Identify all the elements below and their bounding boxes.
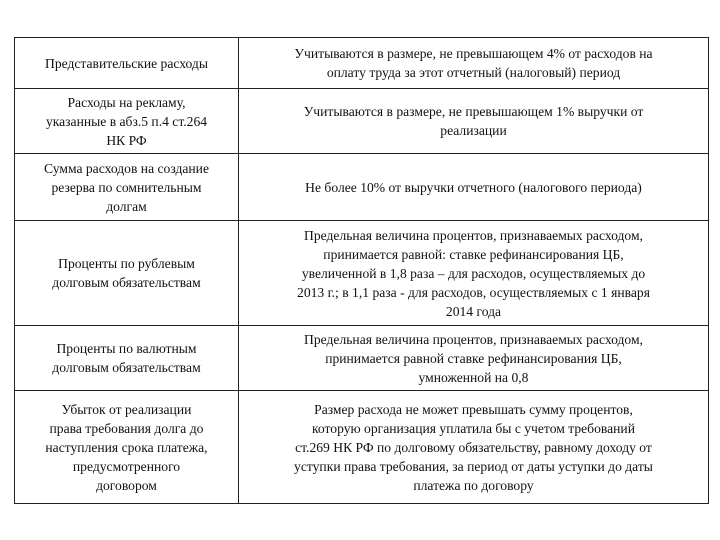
cell-line: договором bbox=[96, 477, 157, 493]
cell-line: принимается равной: ставке рефинансирования ЦБ, bbox=[323, 246, 624, 262]
cell-line: резерва по сомнительным bbox=[51, 179, 202, 195]
cell-line: Расходы на рекламу, bbox=[67, 94, 186, 110]
cell-line: долговым обязательствам bbox=[52, 360, 201, 375]
expense-rule-cell bbox=[239, 154, 709, 221]
expense-rule-cell bbox=[239, 391, 709, 504]
cell-line: Размер расхода не может превышать сумму процентов, bbox=[314, 401, 633, 417]
cell-line: оплату труда за этот отчетный (налоговый) период bbox=[326, 65, 621, 80]
cell-line: 2014 года bbox=[445, 303, 502, 319]
expense-type-cell bbox=[15, 221, 239, 326]
expense-rule-cell bbox=[239, 38, 709, 89]
cell-line: Представительские расходы bbox=[45, 55, 208, 71]
table-row-doubtful-debts-reserve bbox=[15, 154, 709, 221]
table-row-currency-debt-interest bbox=[15, 326, 709, 391]
cell-line: ст.269 НК РФ по долговому обязательству, равному доходу от bbox=[295, 439, 652, 455]
cell-line: которую организация уплатила бы с учетом требований bbox=[312, 420, 635, 436]
cell-line: Не более 10% от выручки отчетного (налогового периода) bbox=[305, 179, 642, 195]
cell-line: увеличенной в 1,8 раза – для расходов, осуществляемых до bbox=[301, 265, 646, 281]
cell-line: 2013 г.; в 1,1 раза - для расходов, осуществляемых с 1 января bbox=[297, 284, 650, 300]
cell-line: Проценты по рублевым bbox=[58, 256, 195, 271]
cell-line: НК РФ bbox=[106, 132, 147, 148]
cell-line: платежа по договору bbox=[413, 477, 534, 493]
table-body bbox=[15, 38, 709, 504]
expense-rule-cell bbox=[239, 89, 709, 154]
expense-limits-table bbox=[14, 37, 709, 504]
cell-line: Сумма расходов на создание bbox=[44, 160, 209, 176]
cell-line: умноженной на 0,8 bbox=[418, 369, 529, 385]
cell-line: Предельная величина процентов, признаваемых расходом, bbox=[304, 331, 643, 347]
table-row-representation-expenses bbox=[15, 38, 709, 89]
cell-line: принимается равной ставке рефинансирования ЦБ, bbox=[325, 350, 622, 366]
expense-type-cell bbox=[15, 154, 239, 221]
table-row-claim-assignment-loss bbox=[15, 391, 709, 504]
table-row-ruble-debt-interest bbox=[15, 221, 709, 326]
cell-line: предусмотренного bbox=[72, 458, 181, 474]
cell-line: долговым обязательствам bbox=[52, 275, 201, 290]
expense-rule-cell bbox=[239, 326, 709, 391]
expense-rule-cell bbox=[239, 221, 709, 326]
cell-line: долгам bbox=[106, 198, 147, 214]
expense-type-cell bbox=[15, 391, 239, 504]
expense-type-cell bbox=[15, 89, 239, 154]
expense-type-cell bbox=[15, 38, 239, 89]
cell-line: Проценты по валютным bbox=[56, 341, 197, 356]
cell-line: Убыток от реализации bbox=[61, 401, 192, 417]
cell-line: Предельная величина процентов, признаваемых расходом, bbox=[304, 227, 643, 243]
cell-line: реализации bbox=[440, 123, 507, 138]
expense-type-cell bbox=[15, 326, 239, 391]
table-row-advertising-expenses bbox=[15, 89, 709, 154]
cell-line: наступления срока платежа, bbox=[45, 439, 208, 455]
cell-line: Учитываются в размере, не превышающем 1% выручки от bbox=[303, 104, 644, 119]
cell-line: Учитываются в размере, не превышающем 4% от расходов на bbox=[294, 46, 653, 61]
cell-line: права требования долга до bbox=[49, 420, 204, 436]
cell-line: указанные в абз.5 п.4 ст.264 bbox=[45, 113, 208, 129]
cell-line: уступки права требования, за период от даты уступки до даты bbox=[294, 458, 653, 474]
